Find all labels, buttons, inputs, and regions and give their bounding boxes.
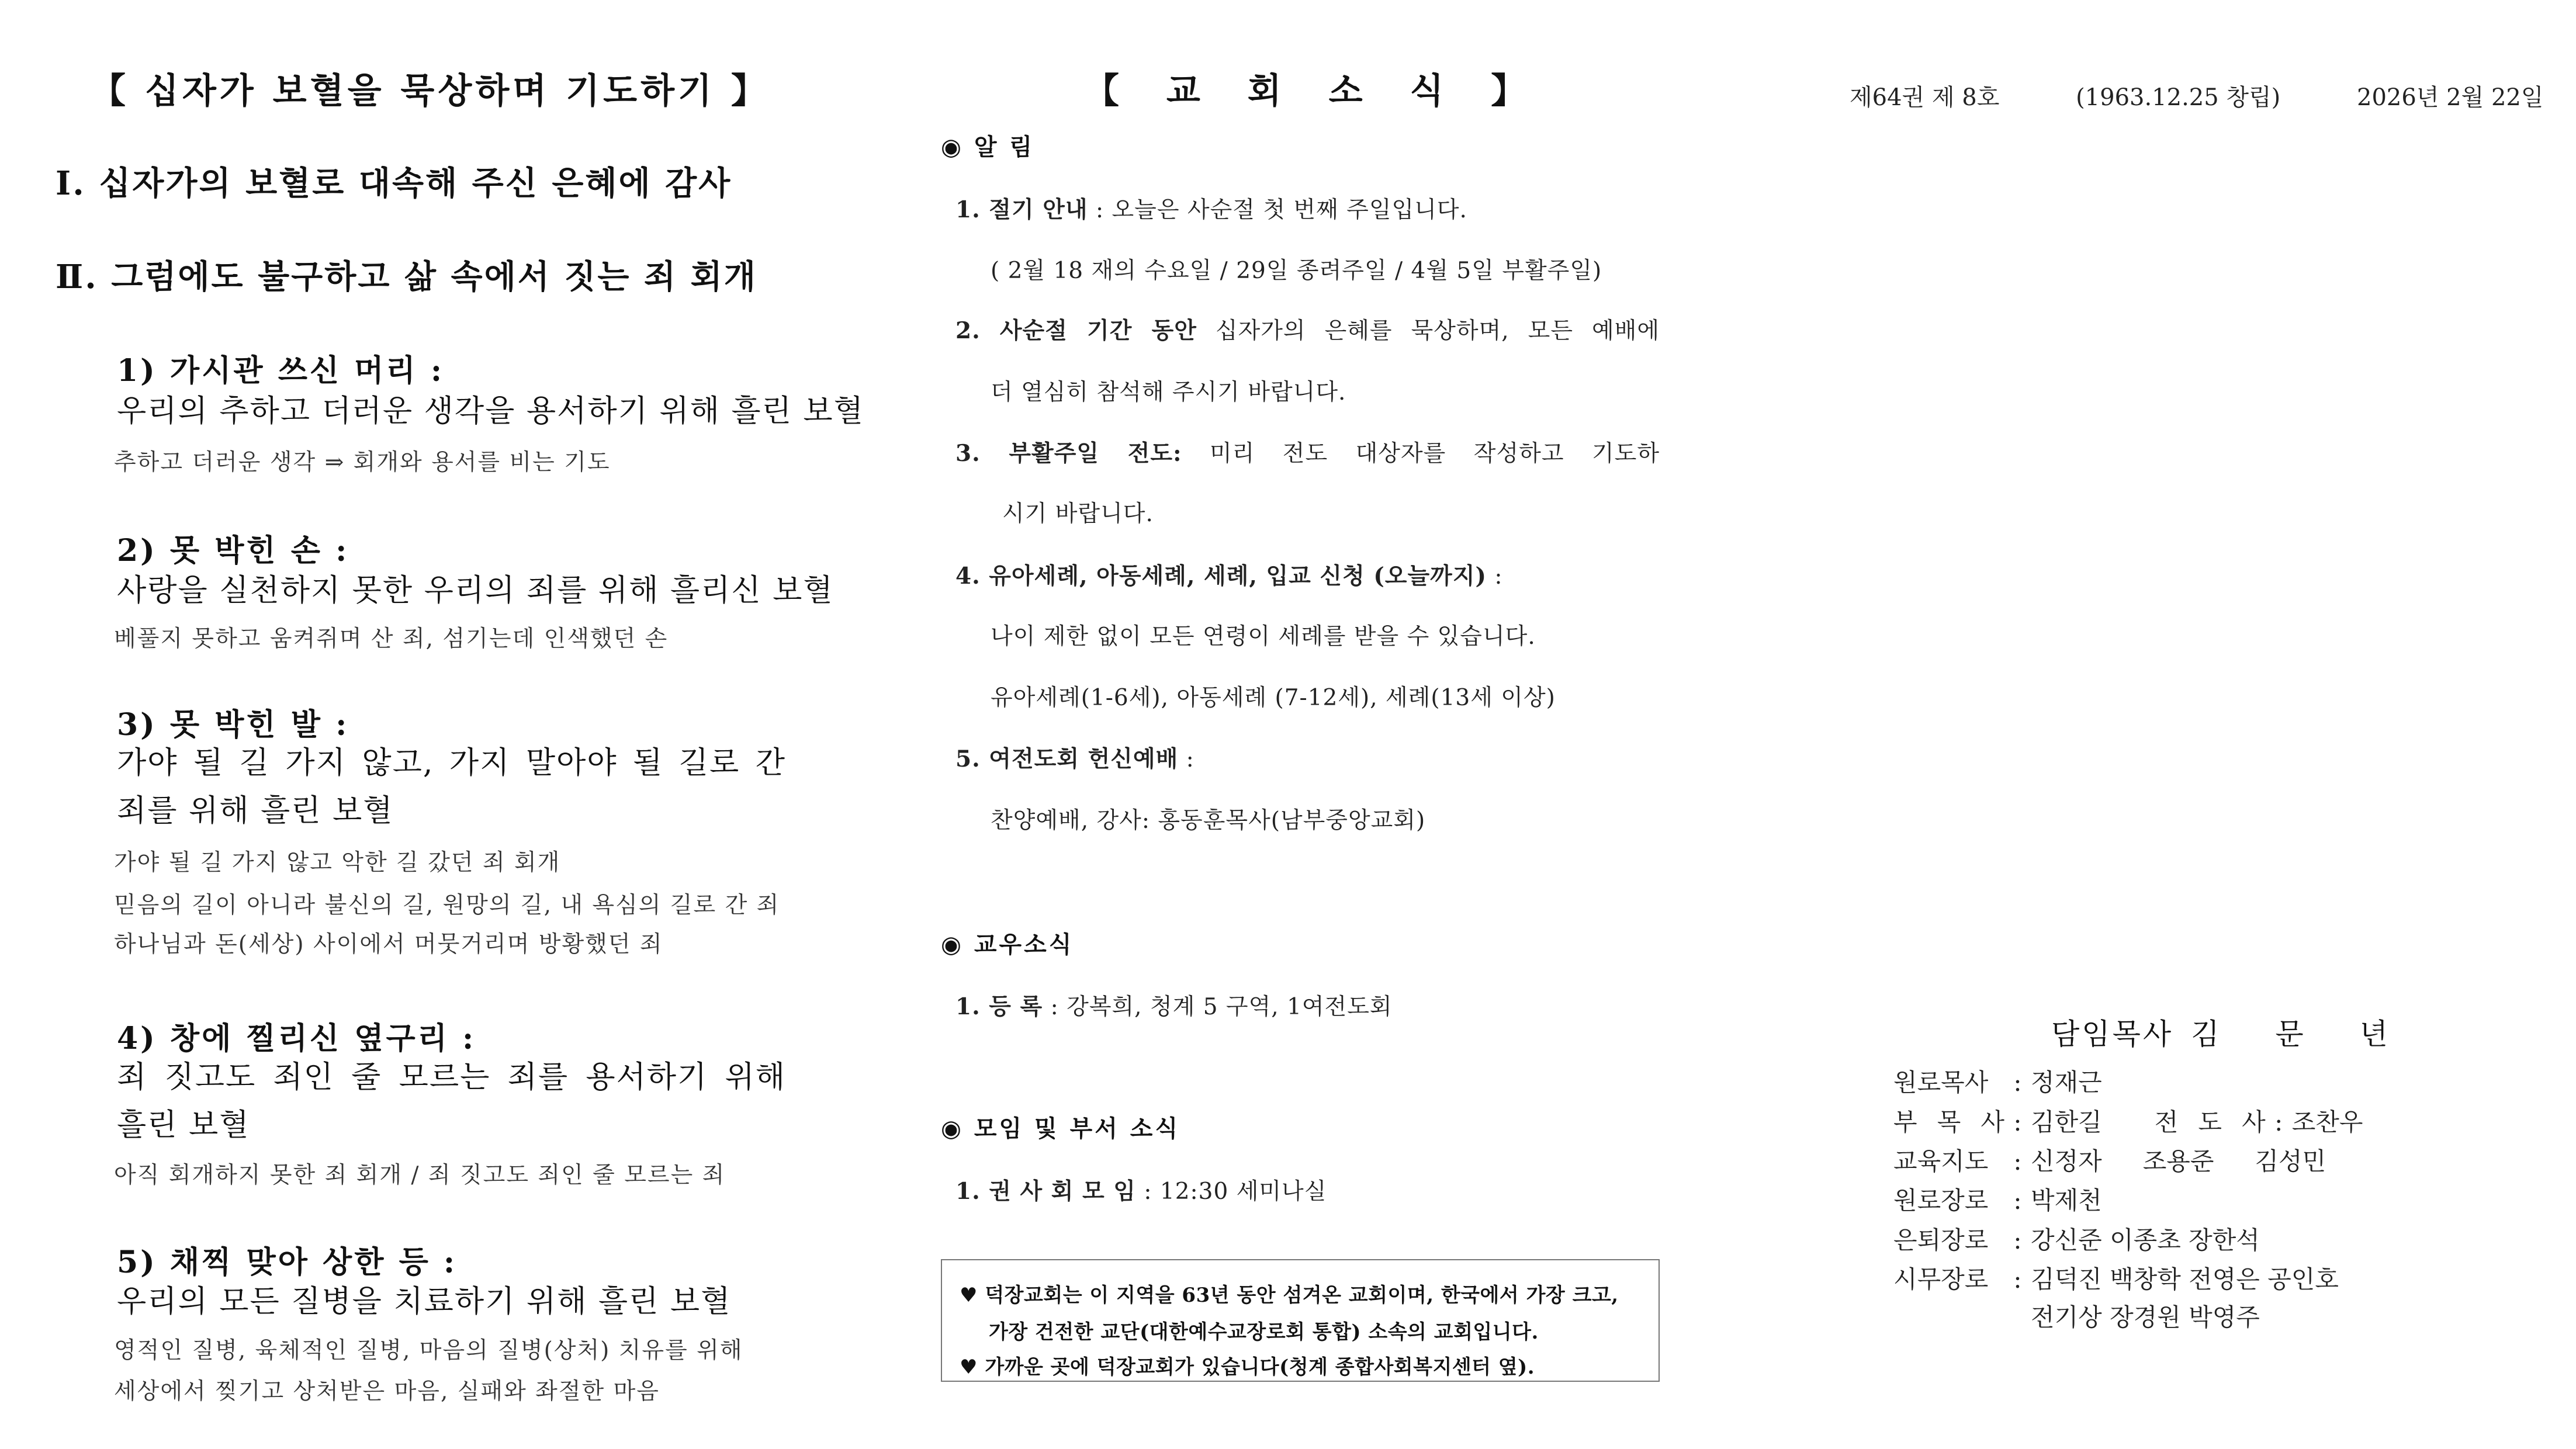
staff-colon: : (2013, 1068, 2022, 1097)
staff-names: 박제천 (2031, 1186, 2102, 1215)
announcement-4-text: : (1486, 563, 1503, 590)
staff-colon: : (2013, 1226, 2022, 1254)
staff-label: 부 목 사 (1893, 1108, 2004, 1136)
announcements-heading: ◉ 알 림 (941, 133, 1035, 161)
item-note: 가야 될 길 가지 않고 악한 길 갔던 죄 회개 (114, 850, 561, 876)
announcement-1-label: 1. 절기 안내 (955, 196, 1088, 223)
notice-line-2: 가장 건전한 교단(대한예수교장로회 통합) 소속의 교회입니다. (989, 1320, 1539, 1344)
meetings-heading: ◉ 모임 및 부서 소식 (941, 1115, 1180, 1142)
staff-names: 김성민 (2255, 1147, 2326, 1176)
staff-names: 김한길 (2031, 1108, 2102, 1136)
pastor-name: 김 문 년 (2191, 1017, 2411, 1051)
item-note: 믿음의 길이 아니라 불신의 길, 원망의 길, 내 욕심의 길로 간 죄 (114, 892, 780, 918)
staff-colon: : (2013, 1108, 2022, 1136)
members-news-1-text: : 강복희, 청계 5 구역, 1여전도회 (1043, 994, 1393, 1020)
announcement-4-sub-1: 나이 제한 없이 모든 연령이 세례를 받을 수 있습니다. (991, 623, 1536, 650)
staff-colon: : (2013, 1147, 2022, 1176)
staff-names: 강신준 이종초 장한석 (2031, 1226, 2260, 1254)
staff-label: 전 도 사 (2154, 1108, 2266, 1136)
bulletin-date: 2026년 2월 22일 (2357, 84, 2544, 111)
item-line: 죄 짓고도 죄인 줄 모르는 죄를 용서하기 위해 (117, 1060, 786, 1095)
announcement-4 (955, 558, 1503, 591)
announcement-1-sub: ( 2월 18 재의 수요일 / 29일 종려주일 / 4월 5일 부활주일) (991, 258, 1602, 284)
staff-row (1893, 1142, 2326, 1177)
item-heading: 3) 못 박힌 발 : (117, 707, 349, 743)
item-heading: 2) 못 박힌 손 : (117, 533, 349, 568)
item-heading: 5) 채찍 맞아 상한 등 : (117, 1245, 458, 1280)
church-notice-box (941, 1259, 1660, 1382)
staff-colon: : (2274, 1108, 2283, 1136)
item-note: 하나님과 돈(세상) 사이에서 머뭇거리며 방황했던 죄 (114, 931, 663, 958)
announcement-2-text: 십자가의 은혜를 묵상하며, 모든 예배에 (1196, 318, 1660, 344)
announcement-5-text: : (1178, 746, 1194, 772)
founded-date: (1963.12.25 창립) (2076, 84, 2281, 111)
announcement-3-sub: 시기 바랍니다. (1002, 501, 1154, 527)
staff-names: 전기상 장경원 박영주 (2031, 1303, 2260, 1332)
staff-names: 조용준 (2142, 1147, 2214, 1176)
staff-label: 원로장로 (1893, 1186, 1989, 1215)
item-note: 세상에서 찢기고 상처받은 마음, 실패와 좌절한 마음 (114, 1378, 660, 1405)
announcement-5 (955, 741, 1194, 774)
staff-row (1893, 1260, 2339, 1295)
meetings-1-label: 1. 권 사 회 모 임 (955, 1178, 1136, 1205)
item-line: 우리의 추하고 더러운 생각을 용서하기 위해 흘린 보혈 (117, 394, 864, 429)
item-note: 베풀지 못하고 움켜쥐며 산 죄, 섬기는데 인색했던 손 (114, 626, 669, 652)
announcement-3-label: 3. 부활주일 전도: (955, 440, 1182, 467)
bulletin-header (1850, 79, 2544, 112)
volume-number: 제64권 제 8호 (1850, 84, 2000, 111)
announcement-3-text: 미리 전도 대상자를 작성하고 기도하 (1182, 441, 1660, 467)
staff-names: 신정자 (2031, 1147, 2102, 1176)
section-1-heading: Ⅰ. 십자가의 보혈로 대속해 주신 은혜에 감사 (56, 164, 732, 203)
members-news-heading: ◉ 교우소식 (941, 931, 1074, 958)
notice-line-3: ♥ 가까운 곳에 덕장교회가 있습니다(청계 종합사회복지센터 옆). (960, 1356, 1535, 1379)
staff-row (1893, 1298, 2260, 1333)
announcement-5-sub: 찬양예배, 강사: 홍동훈목사(남부중앙교회) (991, 807, 1426, 834)
staff-names: 정재근 (2031, 1068, 2102, 1097)
meetings-1-text: : 12:30 세미나실 (1135, 1178, 1327, 1205)
notice-line-1: ♥ 덕장교회는 이 지역을 63년 동안 섬겨온 교회이며, 한국에서 가장 크고, (960, 1284, 1619, 1307)
senior-pastor (2051, 1011, 2411, 1053)
staff-names: 조찬우 (2291, 1108, 2363, 1136)
item-heading: 1) 가시관 쓰신 머리 : (117, 353, 445, 389)
meetings-1 (955, 1173, 1327, 1206)
staff-row (1893, 1221, 2260, 1256)
item-line: 가야 될 길 가지 않고, 가지 말아야 될 길로 간 (117, 746, 786, 781)
item-heading: 4) 창에 찔리신 옆구리 : (117, 1021, 476, 1056)
announcement-4-label: 4. 유아세례, 아동세례, 세례, 입교 신청 (오늘까지) (955, 563, 1487, 590)
item-note: 아직 회개하지 못한 죄 회개 / 죄 짓고도 죄인 줄 모르는 죄 (114, 1162, 726, 1188)
staff-label: 은퇴장로 (1893, 1226, 1989, 1254)
announcement-5-label: 5. 여전도회 헌신예배 (955, 746, 1179, 772)
announcement-3 (955, 435, 1660, 468)
staff-row (1893, 1181, 2102, 1216)
announcement-4-sub-2: 유아세례(1-6세), 아동세례 (7-12세), 세례(13세 이상) (991, 685, 1556, 711)
staff-colon: : (2013, 1186, 2022, 1215)
staff-row (1893, 1063, 2102, 1098)
pastor-title: 담임목사 (2051, 1017, 2174, 1051)
announcement-1-text: : 오늘은 사순절 첫 번째 주일입니다. (1088, 197, 1467, 223)
staff-row (1893, 1103, 2363, 1138)
staff-label: 시무장로 (1893, 1265, 1989, 1294)
section-2-heading: Ⅱ. 그럼에도 불구하고 삶 속에서 짓는 죄 회개 (56, 258, 757, 296)
members-news-1 (955, 989, 1393, 1021)
news-title: 【 교 회 소 식 】 (1084, 71, 1544, 112)
staff-names: 김덕진 백창학 전영은 공인호 (2031, 1265, 2339, 1294)
staff-label: 원로목사 (1893, 1068, 1989, 1097)
announcement-2-sub: 더 열심히 참석해 주시기 바랍니다. (991, 379, 1346, 405)
staff-label: 교육지도 (1893, 1147, 1989, 1176)
announcement-2 (955, 313, 1660, 345)
item-note: 추하고 더러운 생각 ⇒ 회개와 용서를 비는 기도 (114, 449, 611, 476)
item-line: 사랑을 실천하지 못한 우리의 죄를 위해 흘리신 보혈 (117, 573, 834, 608)
staff-colon: : (2013, 1265, 2022, 1294)
members-news-1-label: 1. 등 록 (955, 993, 1043, 1020)
item-line: 우리의 모든 질병을 치료하기 위해 흘린 보혈 (117, 1284, 732, 1319)
announcement-1 (955, 192, 1467, 224)
item-line: 죄를 위해 흘린 보혈 (117, 793, 394, 829)
announcement-2-label: 2. 사순절 기간 동안 (955, 317, 1197, 344)
item-note: 영적인 질병, 육체적인 질병, 마음의 질병(상처) 치유를 위해 (114, 1337, 743, 1364)
meditation-title: 【 십자가 보혈을 묵상하며 기도하기 】 (91, 71, 770, 112)
item-line: 흘린 보혈 (117, 1108, 250, 1143)
